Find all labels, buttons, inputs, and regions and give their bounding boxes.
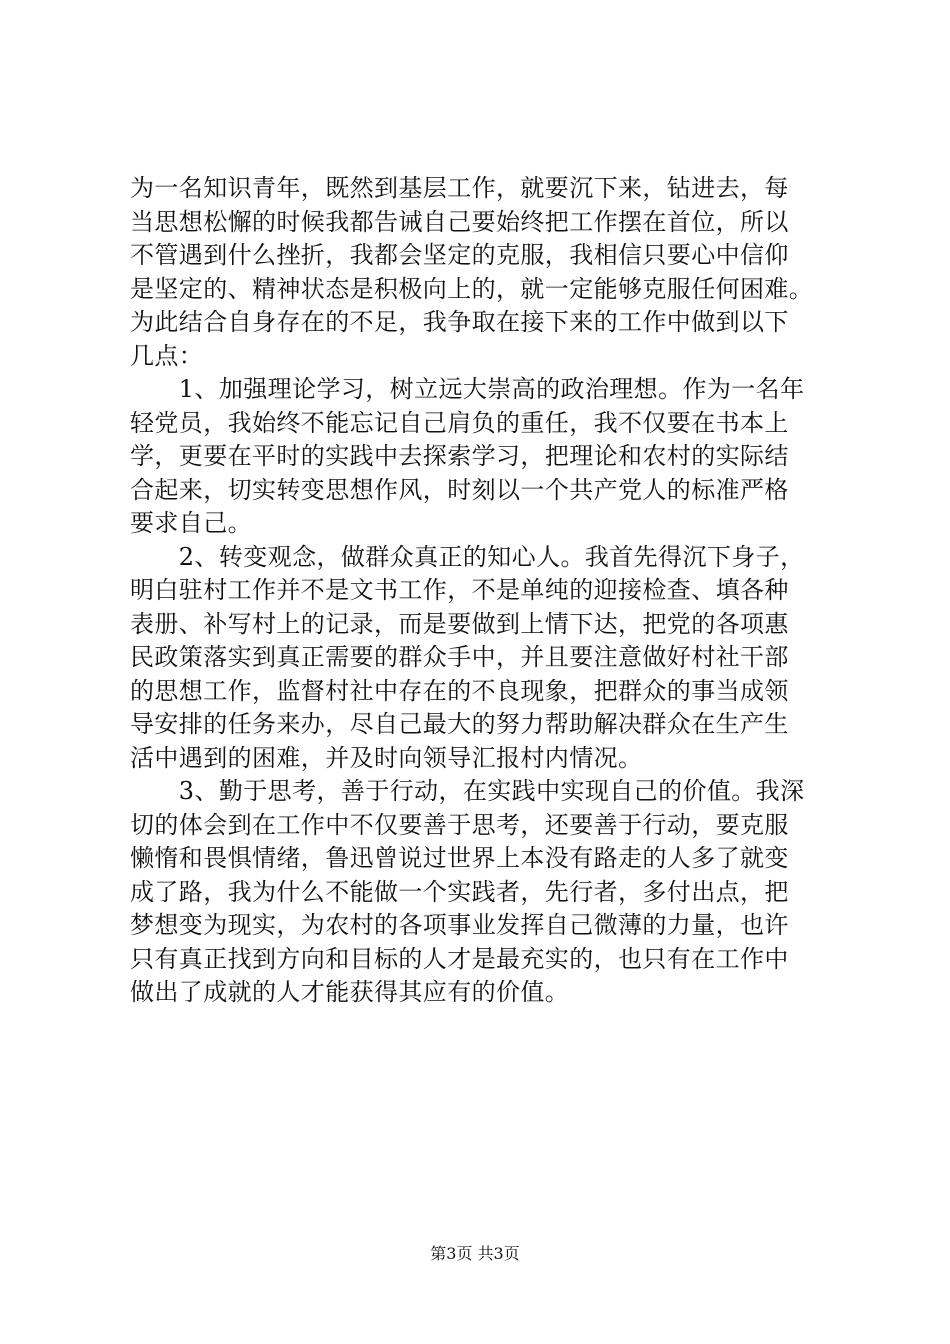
- text-line: 合起来，切实转变思想作风，时刻以一个共产党人的标准严格: [130, 475, 789, 504]
- text-line: 做出了成就的人才能获得其应有的价值。: [130, 978, 570, 1006]
- text-line: 轻党员，我始终不能忘记自己肩负的重任，我不仅要在书本上: [130, 408, 789, 437]
- text-line: 梦想变为现实，为农村的各项事业发挥自己微薄的力量，也许: [130, 911, 789, 939]
- text-line: 成了路，我为什么不能做一个实践者，先行者，多付出点，把: [130, 877, 789, 906]
- document-body: [130, 172, 830, 1010]
- text-line: 导安排的任务来办，尽自己最大的努力帮助解决群众在生产生: [130, 710, 789, 738]
- text-line: 2、转变观念，做群众真正的知心人。我首先得沉下身子，: [130, 542, 805, 571]
- page-footer: [0, 1244, 950, 1264]
- text-line: 要求自己。: [130, 509, 252, 537]
- text-line: 为一名知识青年，既然到基层工作，就要沉下来，钻进去，每: [130, 174, 789, 202]
- text-line: 明白驻村工作并不是文书工作，不是单纯的迎接检查、填各种: [130, 576, 789, 604]
- text-line: 当思想松懈的时候我都告诫自己要始终把工作摆在首位，所以: [130, 207, 789, 236]
- text-line: 不管遇到什么挫折，我都会坚定的克服，我相信只要心中信仰: [130, 241, 789, 269]
- page-number: 第3页 共3页: [430, 1244, 520, 1263]
- text-line: 切的体会到在工作中不仅要善于思考，还要善于行动，要克服: [130, 810, 789, 839]
- text-line: 活中遇到的困难，并及时向领导汇报村内情况。: [130, 743, 643, 772]
- text-line: 为此结合自身存在的不足，我争取在接下来的工作中做到以下: [130, 308, 789, 336]
- text-line: 几点：: [130, 341, 204, 370]
- text-line: 的思想工作，监督村社中存在的不良现象，把群众的事当成领: [130, 676, 789, 705]
- text-line: 表册、补写村上的记录，而是要做到上情下达，把党的各项惠: [130, 609, 789, 638]
- text-line: 3、勤于思考，善于行动，在实践中实现自己的价值。我深: [130, 777, 805, 805]
- text-line: 懒惰和畏惧情绪，鲁迅曾说过世界上本没有路走的人多了就变: [130, 844, 789, 872]
- text-line: 民政策落实到真正需要的群众手中，并且要注意做好村社干部: [130, 643, 789, 671]
- text-line: 学，更要在平时的实践中去探索学习，把理论和农村的实际结: [130, 442, 789, 470]
- text-line: 1、加强理论学习，树立远大崇高的政治理想。作为一名年: [130, 375, 805, 403]
- text-line: 是坚定的、精神状态是积极向上的，就一定能够克服任何困难。: [130, 274, 814, 303]
- text-line: 只有真正找到方向和目标的人才是最充实的，也只有在工作中: [130, 944, 789, 973]
